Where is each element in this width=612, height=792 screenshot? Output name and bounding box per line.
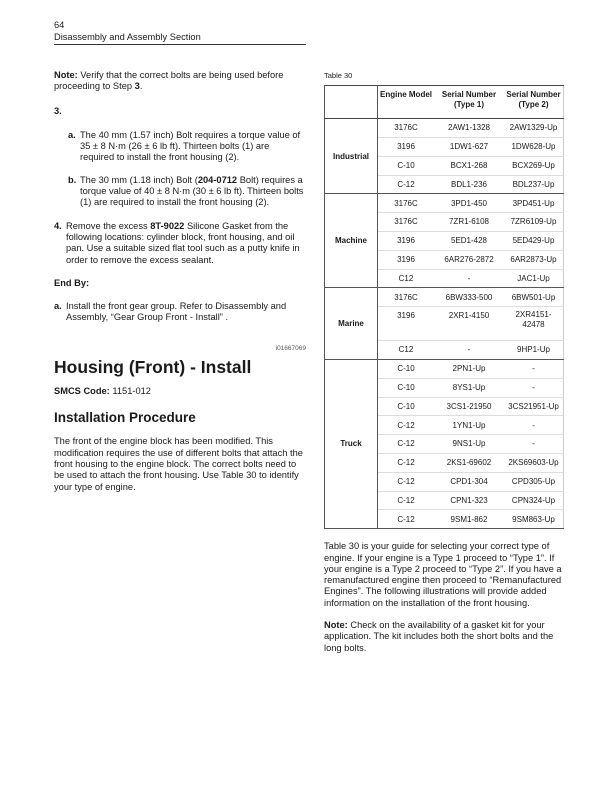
right-column — [324, 70, 564, 654]
category-cell: Marine — [325, 288, 378, 360]
serial-type2-cell: 3PD451-Up — [504, 194, 564, 213]
header-type2: Serial Number (Type 2) — [504, 86, 564, 119]
page-header — [54, 20, 306, 45]
step-3: 3. — [54, 105, 62, 116]
serial-type2-cell: CPN324-Up — [504, 491, 564, 510]
smcs-code: SMCS Code: 1151-012 — [54, 386, 151, 397]
engine-model-cell: C-12 — [378, 510, 435, 529]
serial-type2-cell: 9HP1-Up — [504, 341, 564, 360]
serial-type2-cell: 3CS21951-Up — [504, 397, 564, 416]
serial-type1-cell: 6AR276-2872 — [434, 250, 504, 269]
note-gasket-kit: Note: Check on the availability of a gasket kit for your application. The kit includes both the short bolts and the long bolts. — [324, 620, 554, 653]
header-category — [325, 86, 378, 119]
serial-type2-cell: 6BW501-Up — [504, 288, 564, 307]
table-row — [325, 360, 564, 379]
intro-paragraph: The front of the engine block has been modified. This modification requires the use of different bolts that attach the front housing to the engine block. The correct bolts need to be used to attach the front housing. Use Table 30 to identify your type of engine. — [54, 436, 303, 492]
serial-type1-cell: 9SM1-862 — [434, 510, 504, 529]
header-engine-model: Engine Model — [378, 86, 435, 119]
serial-type1-cell: 2KS1-69602 — [434, 454, 504, 473]
engine-model-cell: C-12 — [378, 472, 435, 491]
engine-model-cell: C-10 — [378, 156, 435, 175]
note-verify-bolts: Note: Verify that the correct bolts are being used before proceeding to Step 3. — [54, 70, 284, 92]
table-row — [325, 119, 564, 138]
serial-type1-cell: - — [434, 269, 504, 288]
serial-type1-cell: 1DW1-627 — [434, 138, 504, 157]
serial-type2-cell: - — [504, 378, 564, 397]
engine-model-cell: 3196 — [378, 232, 435, 251]
serial-type2-cell: BCX269-Up — [504, 156, 564, 175]
engine-model-cell: C-10 — [378, 397, 435, 416]
category-cell: Machine — [325, 194, 378, 288]
table-guide-paragraph: Table 30 is your guide for selecting your correct type of engine. If your engine is a Type 1 proceed to “Type 1”. If your engine is a Type 2 proceed to “Type 2”. If you have a remanufactured engine then proceed to “Remanufactured Engines”. The following illustrations will provide added information on the installation of the front housing. — [324, 541, 562, 608]
serial-type2-cell: 2XR4151-42478 — [504, 307, 564, 341]
serial-type1-cell: BCX1-268 — [434, 156, 504, 175]
engine-model-cell: C-10 — [378, 360, 435, 379]
serial-type2-cell: 2KS69603-Up — [504, 454, 564, 473]
engine-model-cell: C12 — [378, 341, 435, 360]
engine-model-cell: 3196 — [378, 307, 435, 341]
page-title: Housing (Front) - Install — [54, 357, 252, 378]
engine-model-cell: C12 — [378, 269, 435, 288]
serial-type1-cell: CPN1-323 — [434, 491, 504, 510]
engine-model-cell: 3196 — [378, 250, 435, 269]
category-cell: Truck — [325, 360, 378, 529]
serial-type2-cell: 7ZR6109-Up — [504, 213, 564, 232]
serial-type1-cell: 2AW1-1328 — [434, 119, 504, 138]
engine-model-cell: 3176C — [378, 119, 435, 138]
serial-type2-cell: 2AW1329-Up — [504, 119, 564, 138]
engine-model-cell: 3176C — [378, 288, 435, 307]
step-3b: b. The 30 mm (1.18 inch) Bolt (204-0712 Bolt) requires a torque value of 40 ± 8 N·m (30 ± 6 lb ft). Thirteen bolts (1) are required to install the front housing (2). — [68, 174, 304, 208]
serial-type2-cell: 9SM863-Up — [504, 510, 564, 529]
engine-model-cell: C-12 — [378, 491, 435, 510]
installation-procedure-heading: Installation Procedure — [54, 410, 196, 426]
step-4: 4. Remove the excess 8T-9022 Silicone Gasket from the following locations: cylinder block, front housing, and oil pan. Use a suitable sized flat tool such as a putty knife in order to remove the excess sealant. — [54, 220, 300, 265]
engine-model-cell: 3196 — [378, 138, 435, 157]
serial-type1-cell: 1YN1-Up — [434, 416, 504, 435]
part-number-8t-9022: 8T-9022 — [150, 220, 185, 231]
reference-id: i01667069 — [275, 344, 306, 352]
serial-type2-cell: JAC1-Up — [504, 269, 564, 288]
serial-type1-cell: 3CS1-21950 — [434, 397, 504, 416]
engine-model-cell: C-10 — [378, 378, 435, 397]
engine-model-cell: C-12 — [378, 416, 435, 435]
serial-type2-cell: 5ED429-Up — [504, 232, 564, 251]
serial-type1-cell: 6BW333-500 — [434, 288, 504, 307]
engine-model-cell: C-12 — [378, 454, 435, 473]
section-title: Disassembly and Assembly Section — [54, 31, 201, 42]
left-column — [54, 70, 306, 493]
serial-type2-cell: - — [504, 416, 564, 435]
end-by-heading: End By: — [54, 277, 90, 288]
page-number: 64 — [54, 20, 65, 30]
serial-type2-cell: BDL237-Up — [504, 175, 564, 194]
serial-type2-cell: CPD305-Up — [504, 472, 564, 491]
serial-type1-cell: CPD1-304 — [434, 472, 504, 491]
serial-type1-cell: 8YS1-Up — [434, 378, 504, 397]
serial-type1-cell: 3PD1-450 — [434, 194, 504, 213]
serial-type2-cell: - — [504, 360, 564, 379]
table-header-row — [325, 86, 564, 119]
category-cell: Industrial — [325, 119, 378, 194]
end-by-a: a. Install the front gear group. Refer to Disassembly and Assembly, “Gear Group Front - Install” . — [54, 301, 287, 323]
serial-type2-cell: 1DW628-Up — [504, 138, 564, 157]
serial-number-table — [324, 85, 564, 529]
serial-type2-cell: 6AR2873-Up — [504, 250, 564, 269]
table-row — [325, 194, 564, 213]
step-3a: a. The 40 mm (1.57 inch) Bolt requires a torque value of 35 ± 8 N·m (26 ± 6 lb ft). Thirteen bolts (1) are required to install the front housing (2). — [68, 129, 301, 163]
table-caption: Table 30 — [324, 71, 353, 80]
serial-type1-cell: 5ED1-428 — [434, 232, 504, 251]
header-type1: Serial Number (Type 1) — [434, 86, 504, 119]
engine-model-cell: C-12 — [378, 175, 435, 194]
serial-type1-cell: 2PN1-Up — [434, 360, 504, 379]
engine-model-cell: C-12 — [378, 435, 435, 454]
table-row — [325, 288, 564, 307]
serial-type1-cell: 9NS1-Up — [434, 435, 504, 454]
serial-type2-cell: - — [504, 435, 564, 454]
serial-type1-cell: BDL1-236 — [434, 175, 504, 194]
serial-type1-cell: - — [434, 341, 504, 360]
engine-model-cell: 3176C — [378, 213, 435, 232]
serial-type1-cell: 2XR1-4150 — [434, 307, 504, 341]
part-number-204-0712: 204-0712 — [197, 174, 238, 185]
serial-type1-cell: 7ZR1-6108 — [434, 213, 504, 232]
engine-model-cell: 3176C — [378, 194, 435, 213]
